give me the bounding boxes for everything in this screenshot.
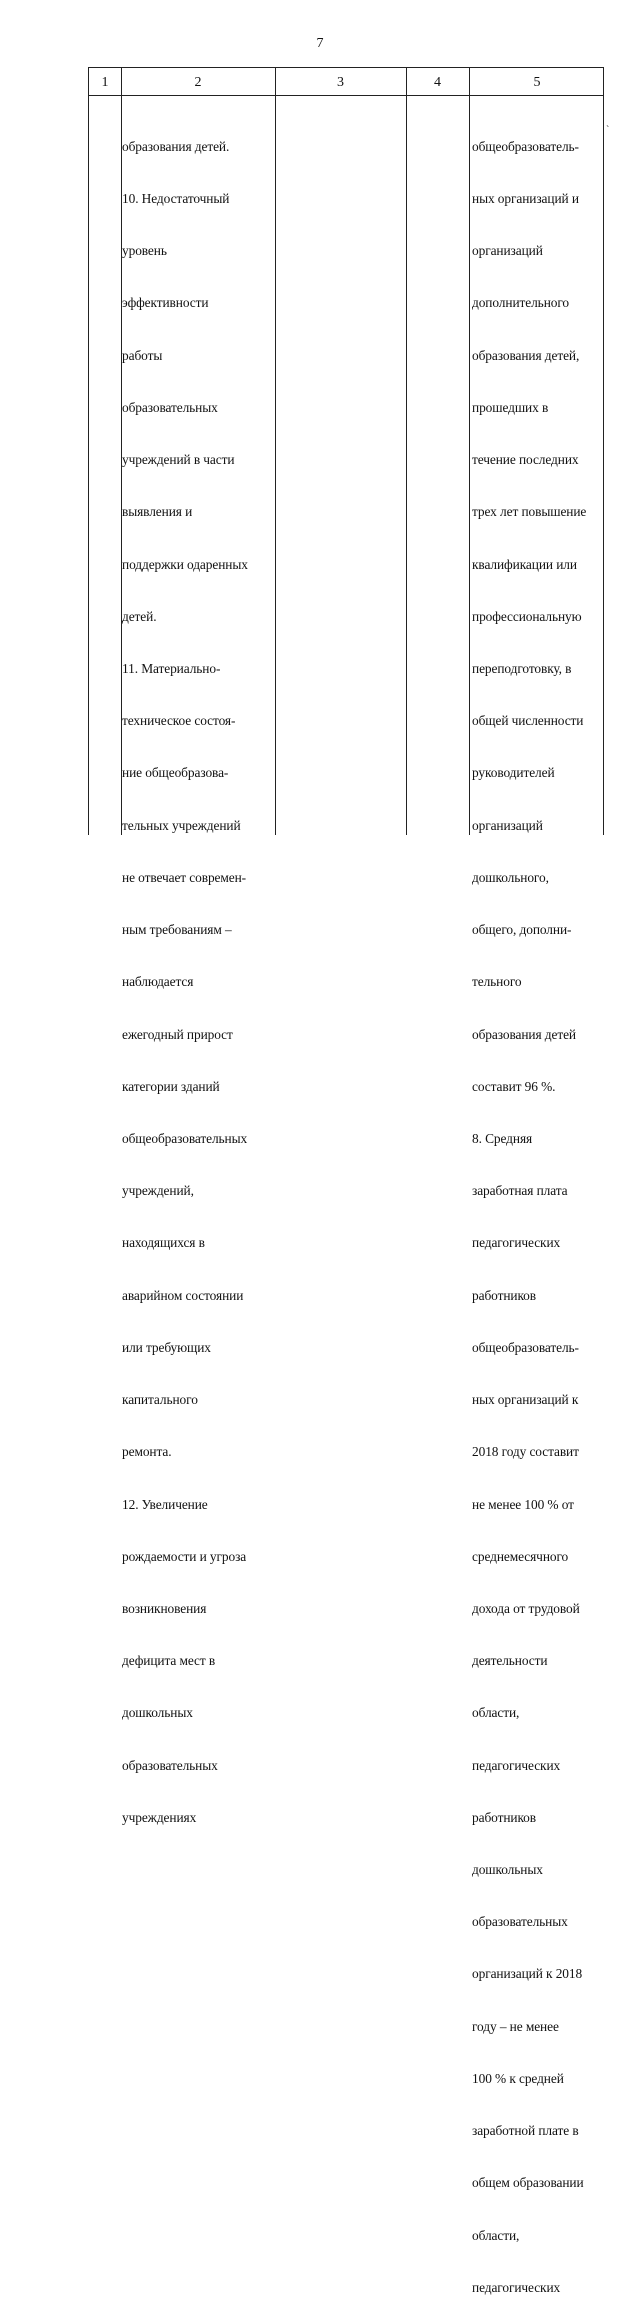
column-5-line: деятельности bbox=[472, 1653, 548, 1669]
column-divider-2-3 bbox=[275, 67, 276, 835]
column-5-line: ных организаций к bbox=[472, 1392, 579, 1408]
column-2-line: образовательных bbox=[122, 1757, 218, 1773]
column-2-line: ным требованиям – bbox=[122, 922, 232, 938]
column-5-line: работников bbox=[472, 1287, 536, 1303]
column-5-line: дополнительного bbox=[472, 295, 570, 311]
column-header-3: 3 bbox=[337, 75, 344, 90]
column-5-line: ных организаций и bbox=[472, 191, 579, 207]
column-2-line: учреждений в части bbox=[122, 452, 235, 468]
column-5-line: руководителей bbox=[472, 765, 555, 781]
column-5-line: общеобразователь- bbox=[472, 138, 579, 154]
column-2-line: 10. Недостаточный bbox=[122, 191, 230, 207]
column-5-line: квалификации или bbox=[472, 556, 577, 572]
column-2-line: 11. Материально- bbox=[122, 661, 221, 676]
column-2-line: рождаемости и угроза bbox=[122, 1548, 247, 1564]
column-5-line: работников bbox=[472, 1809, 536, 1825]
column-2-line: не отвечает современ- bbox=[122, 869, 247, 885]
column-5-text bbox=[472, 103, 586, 2314]
column-2-line: учреждениях bbox=[122, 1809, 197, 1825]
column-2-line: ремонта. bbox=[122, 1444, 172, 1460]
column-5-line: образования детей bbox=[472, 1026, 576, 1042]
column-5-line: 8. Средняя bbox=[472, 1130, 533, 1146]
column-5-line: дошкольных bbox=[472, 1862, 543, 1878]
column-5-line: 2018 году составит bbox=[472, 1444, 579, 1460]
column-divider-3-4 bbox=[406, 67, 407, 835]
column-2-line: учреждений, bbox=[122, 1183, 194, 1199]
column-header-4: 4 bbox=[434, 75, 441, 90]
header-top-rule bbox=[89, 67, 603, 68]
column-5-line: общей численности bbox=[472, 713, 584, 729]
column-5-line: педагогических bbox=[472, 1757, 561, 1773]
header-bottom-rule bbox=[89, 95, 603, 96]
column-5-line: переподготовку, в bbox=[472, 661, 572, 676]
column-5-line: не менее 100 % от bbox=[472, 1496, 574, 1512]
column-2-line: уровень bbox=[122, 243, 167, 259]
column-5-line: среднемесячного bbox=[472, 1548, 569, 1564]
column-2-line: дошкольных bbox=[122, 1705, 193, 1721]
column-2-line: поддержки одаренных bbox=[122, 556, 248, 572]
column-header-2: 2 bbox=[194, 75, 202, 90]
column-2-line: образовательных bbox=[122, 399, 218, 415]
column-2-line: 12. Увеличение bbox=[122, 1496, 208, 1512]
column-5-line: общем образовании bbox=[472, 2175, 584, 2191]
column-5-line: профессиональную bbox=[472, 608, 582, 624]
column-2-line: детей. bbox=[122, 608, 157, 624]
column-2-line: или требующих bbox=[122, 1339, 211, 1355]
column-5-line: дошкольного, bbox=[472, 869, 549, 885]
column-2-line: общеобразовательных bbox=[122, 1130, 248, 1146]
column-5-line: организаций к 2018 bbox=[472, 1966, 583, 1982]
column-2-line: эффективности bbox=[122, 295, 209, 311]
column-5-line: области, bbox=[472, 2227, 520, 2243]
column-5-line: заработная плата bbox=[472, 1183, 568, 1199]
column-5-line: составит 96 %. bbox=[472, 1078, 556, 1094]
column-5-line: году – не менее bbox=[472, 2018, 559, 2034]
column-header-5: 5 bbox=[533, 75, 541, 90]
column-5-line: образования детей, bbox=[472, 347, 580, 363]
column-2-line: тельных учреждений bbox=[122, 817, 241, 833]
column-header-1: 1 bbox=[101, 75, 109, 90]
column-2-line: выявления и bbox=[122, 504, 193, 520]
column-2-line: наблюдается bbox=[122, 974, 194, 990]
page-number: 7 bbox=[316, 36, 324, 51]
column-2-text bbox=[122, 103, 248, 1844]
column-5-line: прошедших в bbox=[472, 399, 549, 415]
column-5-line: общеобразователь- bbox=[472, 1339, 579, 1355]
column-2-line: техническое состоя- bbox=[122, 713, 236, 729]
column-5-line: педагогических bbox=[472, 2279, 561, 2295]
column-2-line: образования детей. bbox=[122, 138, 230, 154]
column-2-line: возникновения bbox=[122, 1600, 207, 1616]
column-5-line: образовательных bbox=[472, 1914, 568, 1930]
column-5-line: общего, дополни- bbox=[472, 922, 572, 938]
stray-mark: ` bbox=[606, 125, 610, 136]
column-5-line: дохода от трудовой bbox=[472, 1600, 580, 1616]
column-2-line: работы bbox=[122, 347, 163, 363]
column-5-line: области, bbox=[472, 1705, 520, 1721]
column-5-line: тельного bbox=[472, 974, 522, 990]
column-2-line: дефицита мест в bbox=[122, 1653, 216, 1669]
column-2-line: аварийном состоянии bbox=[122, 1287, 244, 1303]
column-5-line: 100 % к средней bbox=[472, 2070, 564, 2086]
column-2-line: находящихся в bbox=[122, 1235, 205, 1251]
column-5-line: организаций bbox=[472, 817, 543, 833]
column-5-line: трех лет повышение bbox=[472, 504, 587, 520]
column-divider-4-5 bbox=[469, 67, 470, 835]
column-2-line: ежегодный прирост bbox=[122, 1026, 233, 1042]
column-5-line: педагогических bbox=[472, 1235, 561, 1251]
column-2-line: капитального bbox=[122, 1392, 198, 1408]
column-2-line: категории зданий bbox=[122, 1078, 220, 1094]
column-2-line: ние общеобразова- bbox=[122, 765, 229, 781]
column-5-line: течение последних bbox=[472, 452, 579, 468]
column-5-line: заработной плате в bbox=[472, 2123, 579, 2139]
column-5-line: организаций bbox=[472, 243, 543, 259]
